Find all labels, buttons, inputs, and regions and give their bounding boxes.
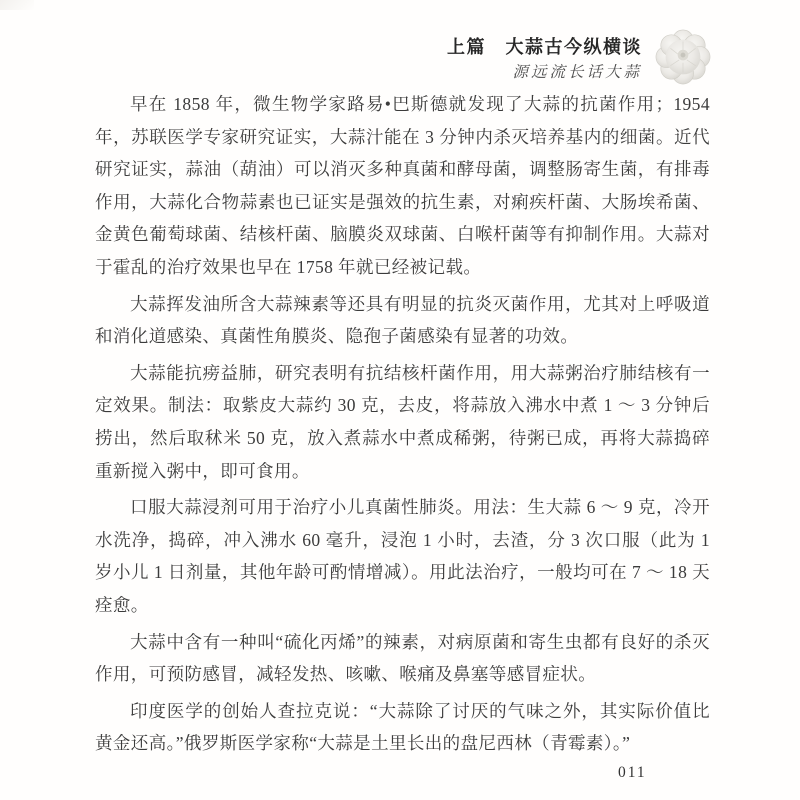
header-titles	[447, 28, 642, 83]
body-paragraph: 大蒜能抗痨益肺，研究表明有抗结核杆菌作用，用大蒜粥治疗肺结核有一定效果。制法：取紫皮大蒜约 30 克，去皮，将蒜放入沸水中煮 1 ～ 3 分钟后捞出，然后取秫米 50 克，放入煮蒜水中煮成稀粥，待粥已成，再将大蒜捣碎重新搅入粥中，即可食用。	[95, 362, 710, 481]
page-corner-artifact	[0, 0, 34, 10]
body-text	[95, 88, 710, 764]
body-paragraph: 大蒜挥发油所含大蒜辣素等还具有明显的抗炎灭菌作用，尤其对上呼吸道和消化道感染、真菌性角膜炎、隐孢子菌感染有显著的功效。	[95, 293, 710, 347]
body-paragraph: 大蒜中含有一种叫“硫化丙烯”的辣素，对病原菌和寄生虫都有良好的杀灭作用，可预防感冒，减轻发热、咳嗽、喉痛及鼻塞等感冒症状。	[95, 631, 710, 685]
page-number: 011	[618, 764, 647, 781]
chapter-title: 上篇 大蒜古今纵横谈	[447, 37, 642, 57]
body-paragraph: 印度医学的创始人查拉克说：“大蒜除了讨厌的气味之外，其实际价值比黄金还高。”俄罗斯医学家称“大蒜是土里长出的盘尼西林（青霉素）。”	[95, 700, 710, 754]
garlic-bulb-icon	[654, 28, 712, 86]
body-paragraph: 口服大蒜浸剂可用于治疗小儿真菌性肺炎。用法：生大蒜 6 ～ 9 克，冷开水洗净，捣碎，冲入沸水 60 毫升，浸泡 1 小时，去渣，分 3 次口服（此为 1 岁小儿 1 日剂量，其他年龄可酌情增减）。用此法治疗，一般均可在 7 ～ 18 天痊愈。	[95, 497, 710, 615]
body-paragraph: 早在 1858 年，微生物学家路易•巴斯德就发现了大蒜的抗菌作用；1954 年，苏联医学专家研究证实，大蒜汁能在 3 分钟内杀灭培养基内的细菌。近代研究证实，蒜油（葫油）可以消灭多种真菌和酵母菌，调整肠寄生菌，有排毒作用，大蒜化合物蒜素也已证实是强效的抗生素，对痢疾杆菌、大肠埃希菌、金黄色葡萄球菌、结核杆菌、脑膜炎双球菌、白喉杆菌等有抑制作用。大蒜对于霍乱的治疗效果也早在 1758 年就已经被记载。	[95, 94, 710, 277]
section-subtitle: 源远流长话大蒜	[512, 64, 642, 81]
page-header	[447, 28, 712, 86]
